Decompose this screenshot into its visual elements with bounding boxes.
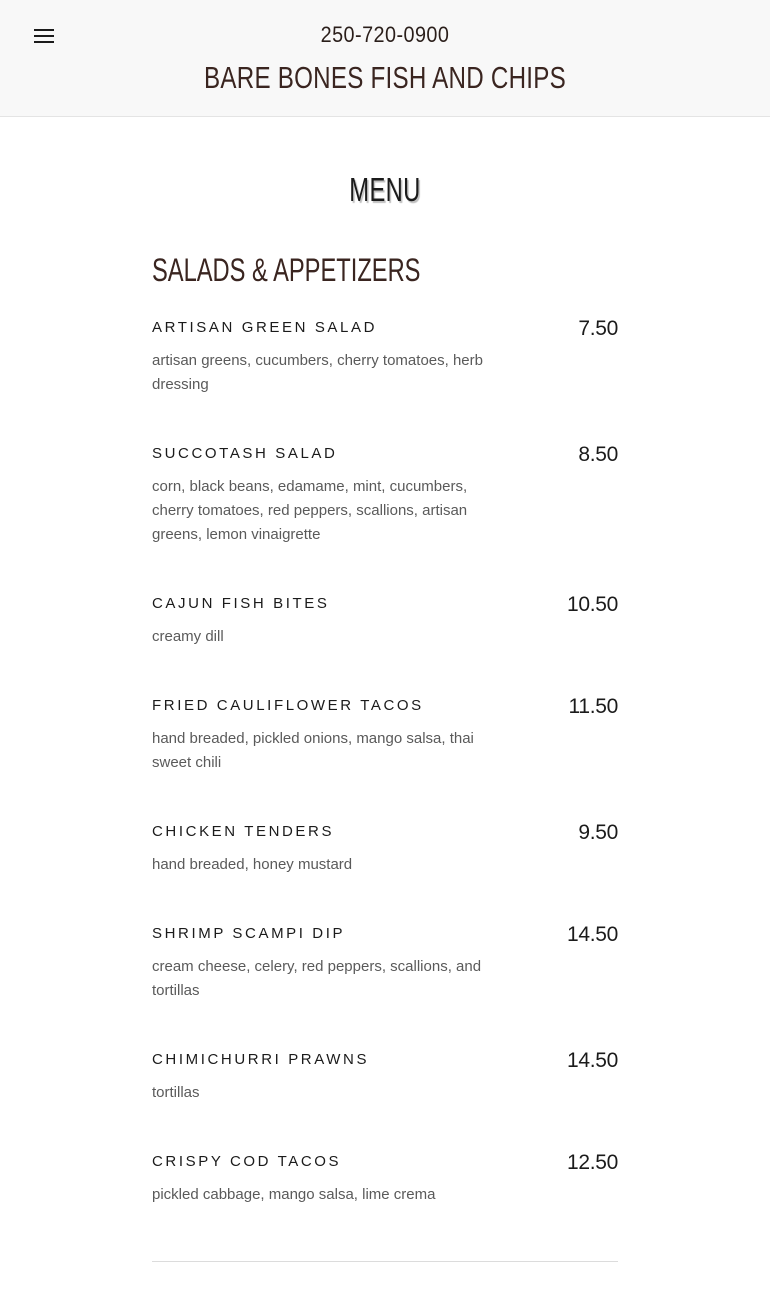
menu-item-name: CHICKEN TENDERS	[152, 823, 335, 840]
menu-item-name: SHRIMP SCAMPI DIP	[152, 925, 346, 942]
menu-item-price: 10.50	[566, 593, 618, 616]
menu-item-price: 7.50	[578, 317, 618, 340]
menu-item-description: pickled cabbage, mango salsa, lime crema	[152, 1186, 436, 1203]
menu-item-description: creamy dill	[152, 628, 224, 645]
menu-item-name: SUCCOTASH SALAD	[152, 445, 338, 462]
site-title[interactable]: BARE BONES FISH AND CHIPS	[204, 60, 566, 95]
menu-item-description: hand breaded, honey mustard	[152, 856, 353, 873]
page-title: MENU	[349, 171, 421, 208]
section-heading: SALADS & APPETIZERS	[152, 252, 421, 288]
menu-item-price: 8.50	[578, 443, 618, 466]
menu-item-name: CHIMICHURRI PRAWNS	[152, 1051, 370, 1068]
menu-item-description: tortillas	[152, 1084, 200, 1101]
menu-item-price: 12.50	[566, 1151, 618, 1174]
menu-item-price: 14.50	[566, 1049, 618, 1072]
menu-item-description: hand breaded, pickled onions, mango salsa, thai sweet chili	[152, 730, 474, 771]
menu-item-name: CRISPY COD TACOS	[152, 1153, 342, 1170]
menu-item-description: artisan greens, cucumbers, cherry tomatoes, herb dressing	[152, 352, 483, 393]
menu-item-name: CAJUN FISH BITES	[152, 595, 330, 612]
menu-item-description: corn, black beans, edamame, mint, cucumbers, cherry tomatoes, red peppers, scallions, artisan greens, lemon vinaigrette	[152, 478, 468, 543]
menu-item-name: ARTISAN GREEN SALAD	[152, 319, 378, 336]
menu-item-price: 14.50	[566, 923, 618, 946]
menu-item-price: 11.50	[568, 695, 618, 718]
phone-number-link[interactable]: 250-720-0900	[320, 22, 450, 47]
section-divider	[152, 1261, 618, 1262]
site-header	[0, 0, 770, 117]
menu-item-description: cream cheese, celery, red peppers, scallions, and tortillas	[152, 958, 482, 999]
menu-item-name: FRIED CAULIFLOWER TACOS	[152, 697, 424, 714]
menu-item-price: 9.50	[578, 821, 618, 844]
